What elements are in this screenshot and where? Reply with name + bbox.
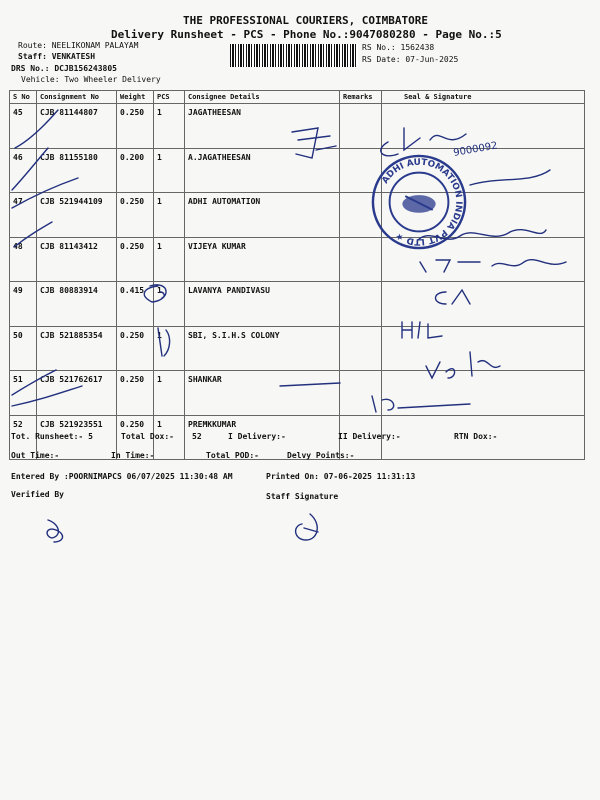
rtn-dox: RTN Dox:-: [454, 432, 498, 441]
tick-mark-46: [12, 148, 48, 190]
drs-number: DRS No.: DCJB156243805: [11, 64, 117, 73]
signature-52: [372, 396, 470, 412]
row-consignee: ADHI AUTOMATION: [185, 193, 340, 238]
signature-49b: [436, 290, 471, 304]
runsheet-title: Delivery Runsheet - PCS - Phone No.:9047080280 - Page No.:5: [111, 28, 502, 41]
row-sno: 52: [10, 415, 37, 460]
row-weight: 0.250: [117, 326, 154, 371]
signature-48: [418, 230, 546, 240]
row-weight: 0.250: [117, 415, 154, 460]
ii-delivery: II Delivery:-: [338, 432, 401, 441]
handwritten-phone-note: 9000092: [452, 140, 499, 159]
total-dox-label: Total Dox:-: [121, 432, 174, 441]
row-pcs: 1: [154, 371, 185, 416]
signature-50: [402, 322, 442, 338]
total-pod: Total POD:-: [206, 451, 259, 460]
row-consignment-no: CJB 521923551: [37, 415, 117, 460]
col-remarks: Remarks: [340, 91, 382, 104]
col-seal-signature: Seal & Signature: [382, 91, 585, 104]
row-consignee: VIJEYA KUMAR: [185, 237, 340, 282]
verified-by-label: Verified By: [11, 490, 64, 499]
row-consignment-no: CJB 521762617: [37, 371, 117, 416]
signature-51: [426, 352, 500, 378]
row-consignee: SBI, S.I.H.S COLONY: [185, 326, 340, 371]
row-weight: 0.250: [117, 371, 154, 416]
col-pcs: PCS: [154, 91, 185, 104]
company-title: THE PROFESSIONAL COURIERS, COIMBATORE: [183, 14, 429, 27]
row-consignee: A.JAGATHEESAN: [185, 148, 340, 193]
row-pcs: 1: [154, 415, 185, 460]
total-dox-value: 52: [192, 432, 202, 441]
row-pcs: 1: [154, 104, 185, 149]
row-consignment-no: CJB 81155180: [37, 148, 117, 193]
row-pcs: 1: [154, 193, 185, 238]
row-sno: 47: [10, 193, 37, 238]
row-consignee: JAGATHEESAN: [185, 104, 340, 149]
svg-text:ADHI AUTOMATION INDIA PVT LTD: ADHI AUTOMATION INDIA PVT LTD ★: [380, 157, 464, 247]
verified-by-signature: [47, 520, 63, 542]
out-time: Out Time:-: [11, 451, 60, 460]
tick-mark-47: [12, 178, 78, 208]
row-consignment-no: CJB 521885354: [37, 326, 117, 371]
tick-mark-48: [14, 222, 52, 247]
row-sno: 48: [10, 237, 37, 282]
row-consignment-no: CJB 80883914: [37, 282, 117, 327]
staff-signature-label: Staff Signature: [266, 492, 339, 501]
row-pcs: 1: [154, 326, 185, 371]
row-consignee: PREMKKUMAR: [185, 415, 340, 460]
entered-by: Entered By :POORNIMAPCS 06/07/2025 11:30:48 AM: [11, 472, 233, 481]
delvy-points: Delvy Points:-: [287, 451, 355, 460]
tick-mark-45: [15, 110, 58, 148]
signature-52-line: [280, 383, 340, 386]
row-consignee: SHANKAR: [185, 371, 340, 416]
row-consignee: LAVANYA PANDIVASU: [185, 282, 340, 327]
rs-number: RS No.: 1562438: [362, 43, 435, 52]
signature-49: [420, 260, 566, 272]
vehicle-label: Vehicle: Two Wheeler Delivery: [21, 75, 161, 84]
row-consignment-no: CJB 521944109: [37, 193, 117, 238]
row-pcs: 1: [154, 148, 185, 193]
rs-date: RS Date: 07-Jun-2025: [362, 55, 459, 64]
col-weight: Weight: [117, 91, 154, 104]
col-consignee: Consignee Details: [185, 91, 340, 104]
tot-runsheet: Tot. Runsheet:- 5: [11, 432, 93, 441]
staff-label: Staff: VENKATESH: [18, 52, 96, 61]
row-consignment-no: CJB 81143412: [37, 237, 117, 282]
row-pcs: 1: [154, 282, 185, 327]
row-sno: 46: [10, 148, 37, 193]
scribble-49: [144, 285, 166, 302]
row-weight: 0.250: [117, 237, 154, 282]
row-weight: 0.415: [117, 282, 154, 327]
row-sno: 49: [10, 282, 37, 327]
tick-mark-51: [12, 370, 56, 395]
col-sno: S No: [10, 91, 37, 104]
in-time: In Time:-: [111, 451, 155, 460]
row-pcs: 1: [154, 237, 185, 282]
i-delivery: I Delivery:-: [228, 432, 286, 441]
printed-on: Printed On: 07-06-2025 11:31:13: [266, 472, 416, 481]
signature-45: [292, 128, 336, 158]
scribble-50: [158, 328, 170, 356]
row-sno: 51: [10, 371, 37, 416]
row-sno: 50: [10, 326, 37, 371]
col-consignment: Consignment No: [37, 91, 117, 104]
staff-signature-mark: [296, 514, 318, 540]
row-weight: 0.250: [117, 104, 154, 149]
row-weight: 0.250: [117, 193, 154, 238]
signature-47: [470, 170, 550, 185]
route-label: Route: NEELIKONAM PALAYAM: [18, 41, 139, 50]
row-consignment-no: CJB 81144807: [37, 104, 117, 149]
row-sno: 45: [10, 104, 37, 149]
row-weight: 0.200: [117, 148, 154, 193]
